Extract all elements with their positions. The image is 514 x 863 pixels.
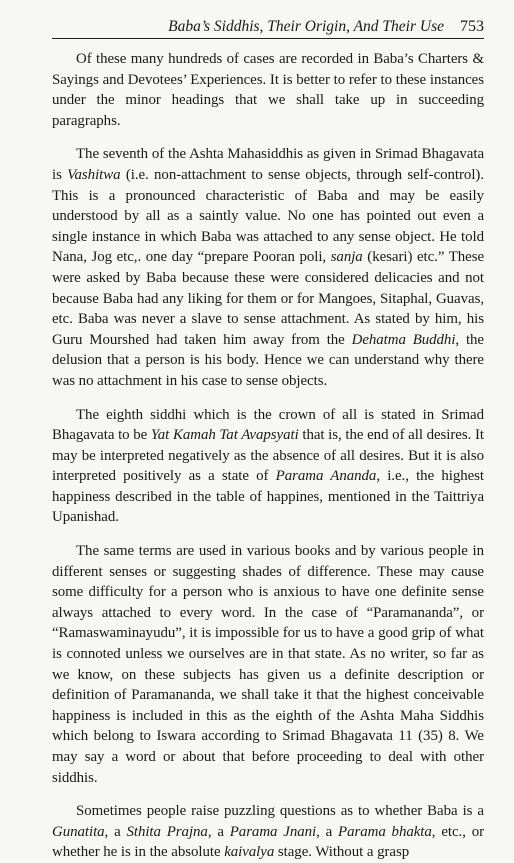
italic-term: kaivalya [224,844,275,861]
text-run: , i.e., the highest happiness described in the table of happines, mentioned in the Taittriya Upanishad. [52,468,485,526]
text-run: The same terms are used in various books and by various people in different senses or suggesting shades of difference. These may cause some difficulty for a person who is anxious to have one definite sense always attached to every word. In the case of “Paramananda”, or “Ramaswaminayudu”, it is impossible for us to have a good grip of what is connoted unless we ourselves are in that state. As no writer, so far as we know, on these subjects has given us a definite description or definition of Paramananda, we shall take it that the highest conceivable happiness is included in this as the eighth of the Ashta Maha Siddhis which belong to Iswara according to Srimad Bhagavata 11 (35) 8. We may say a word or about that before proceeding to deal with other siddhis. [52,543,484,786]
text-run: that is, the end of all desires. It may be interpreted negatively as the absence of all desires. But it is also interpreted positively as a state of [52,427,484,485]
text-run: (kesari) etc.” These were asked by Baba because these were considered delicacies and not because Baba had any liking for them or for Mangoes, Sitaphal, Guavas, etc. Baba was never a slave to sense attachment. As stated by him, his Guru Mourshed had taken him away from the [52,249,484,348]
italic-term: Parama bhakta [338,823,432,840]
paragraph [52,405,484,529]
paragraph [52,49,484,131]
text-run: , the delusion that a person is his body. Hence we can understand why there was no attachment in his case to sense objects. [52,331,484,389]
italic-term: Yat Kamah Tat Avapsyati [150,427,299,444]
paragraph [52,144,484,391]
text-run: (i.e. non-attachment to sense objects, through self-control). This is a pronounced characteristic of Baba and may be easily understood by all as a saintly value. No one has pointed out even a single instance in which Baba was attached to any sense object. He told Nana, Jog etc,. one day “prepare Pooran poli, [52,166,484,266]
italic-term: Sthita Prajna [126,823,208,840]
page-number: 753 [460,18,484,35]
text-run: , a [316,823,339,840]
running-header [52,18,484,39]
text-run: , a [207,823,230,840]
italic-term: Parama Jnani [229,823,317,840]
italic-term: Parama Ananda [275,468,377,485]
text-run: stage. Without a grasp [274,844,410,861]
italic-term: sanja [330,249,363,266]
text-run: , etc., or whether he is in the absolute [52,823,485,861]
paragraph [52,801,484,863]
italic-term: Vashitwa [67,166,121,183]
text-run: Sometimes people raise puzzling questions as to whether Baba is a [76,803,484,820]
text-run: , a [104,823,127,840]
text-run: The seventh of the Ashta Mahasiddhis as given in Srimad Bhagavata is [52,146,484,183]
text-run: Of these many hundreds of cases are recorded in Baba’s Charters & Sayings and Devotees’ Experiences. It is better to refer to these instances under the minor headings that we shall take up in succeeding paragraphs. [52,51,484,129]
running-title: Baba’s Siddhis, Their Origin, And Their Use [168,18,444,35]
text-run: The eighth siddhi which is the crown of all is stated in Srimad Bhagavata to be [52,406,484,444]
paragraph [52,541,484,788]
italic-term: Gunatita [52,823,105,840]
body-text [52,49,484,863]
italic-term: Dehatma Buddhi [351,331,456,348]
